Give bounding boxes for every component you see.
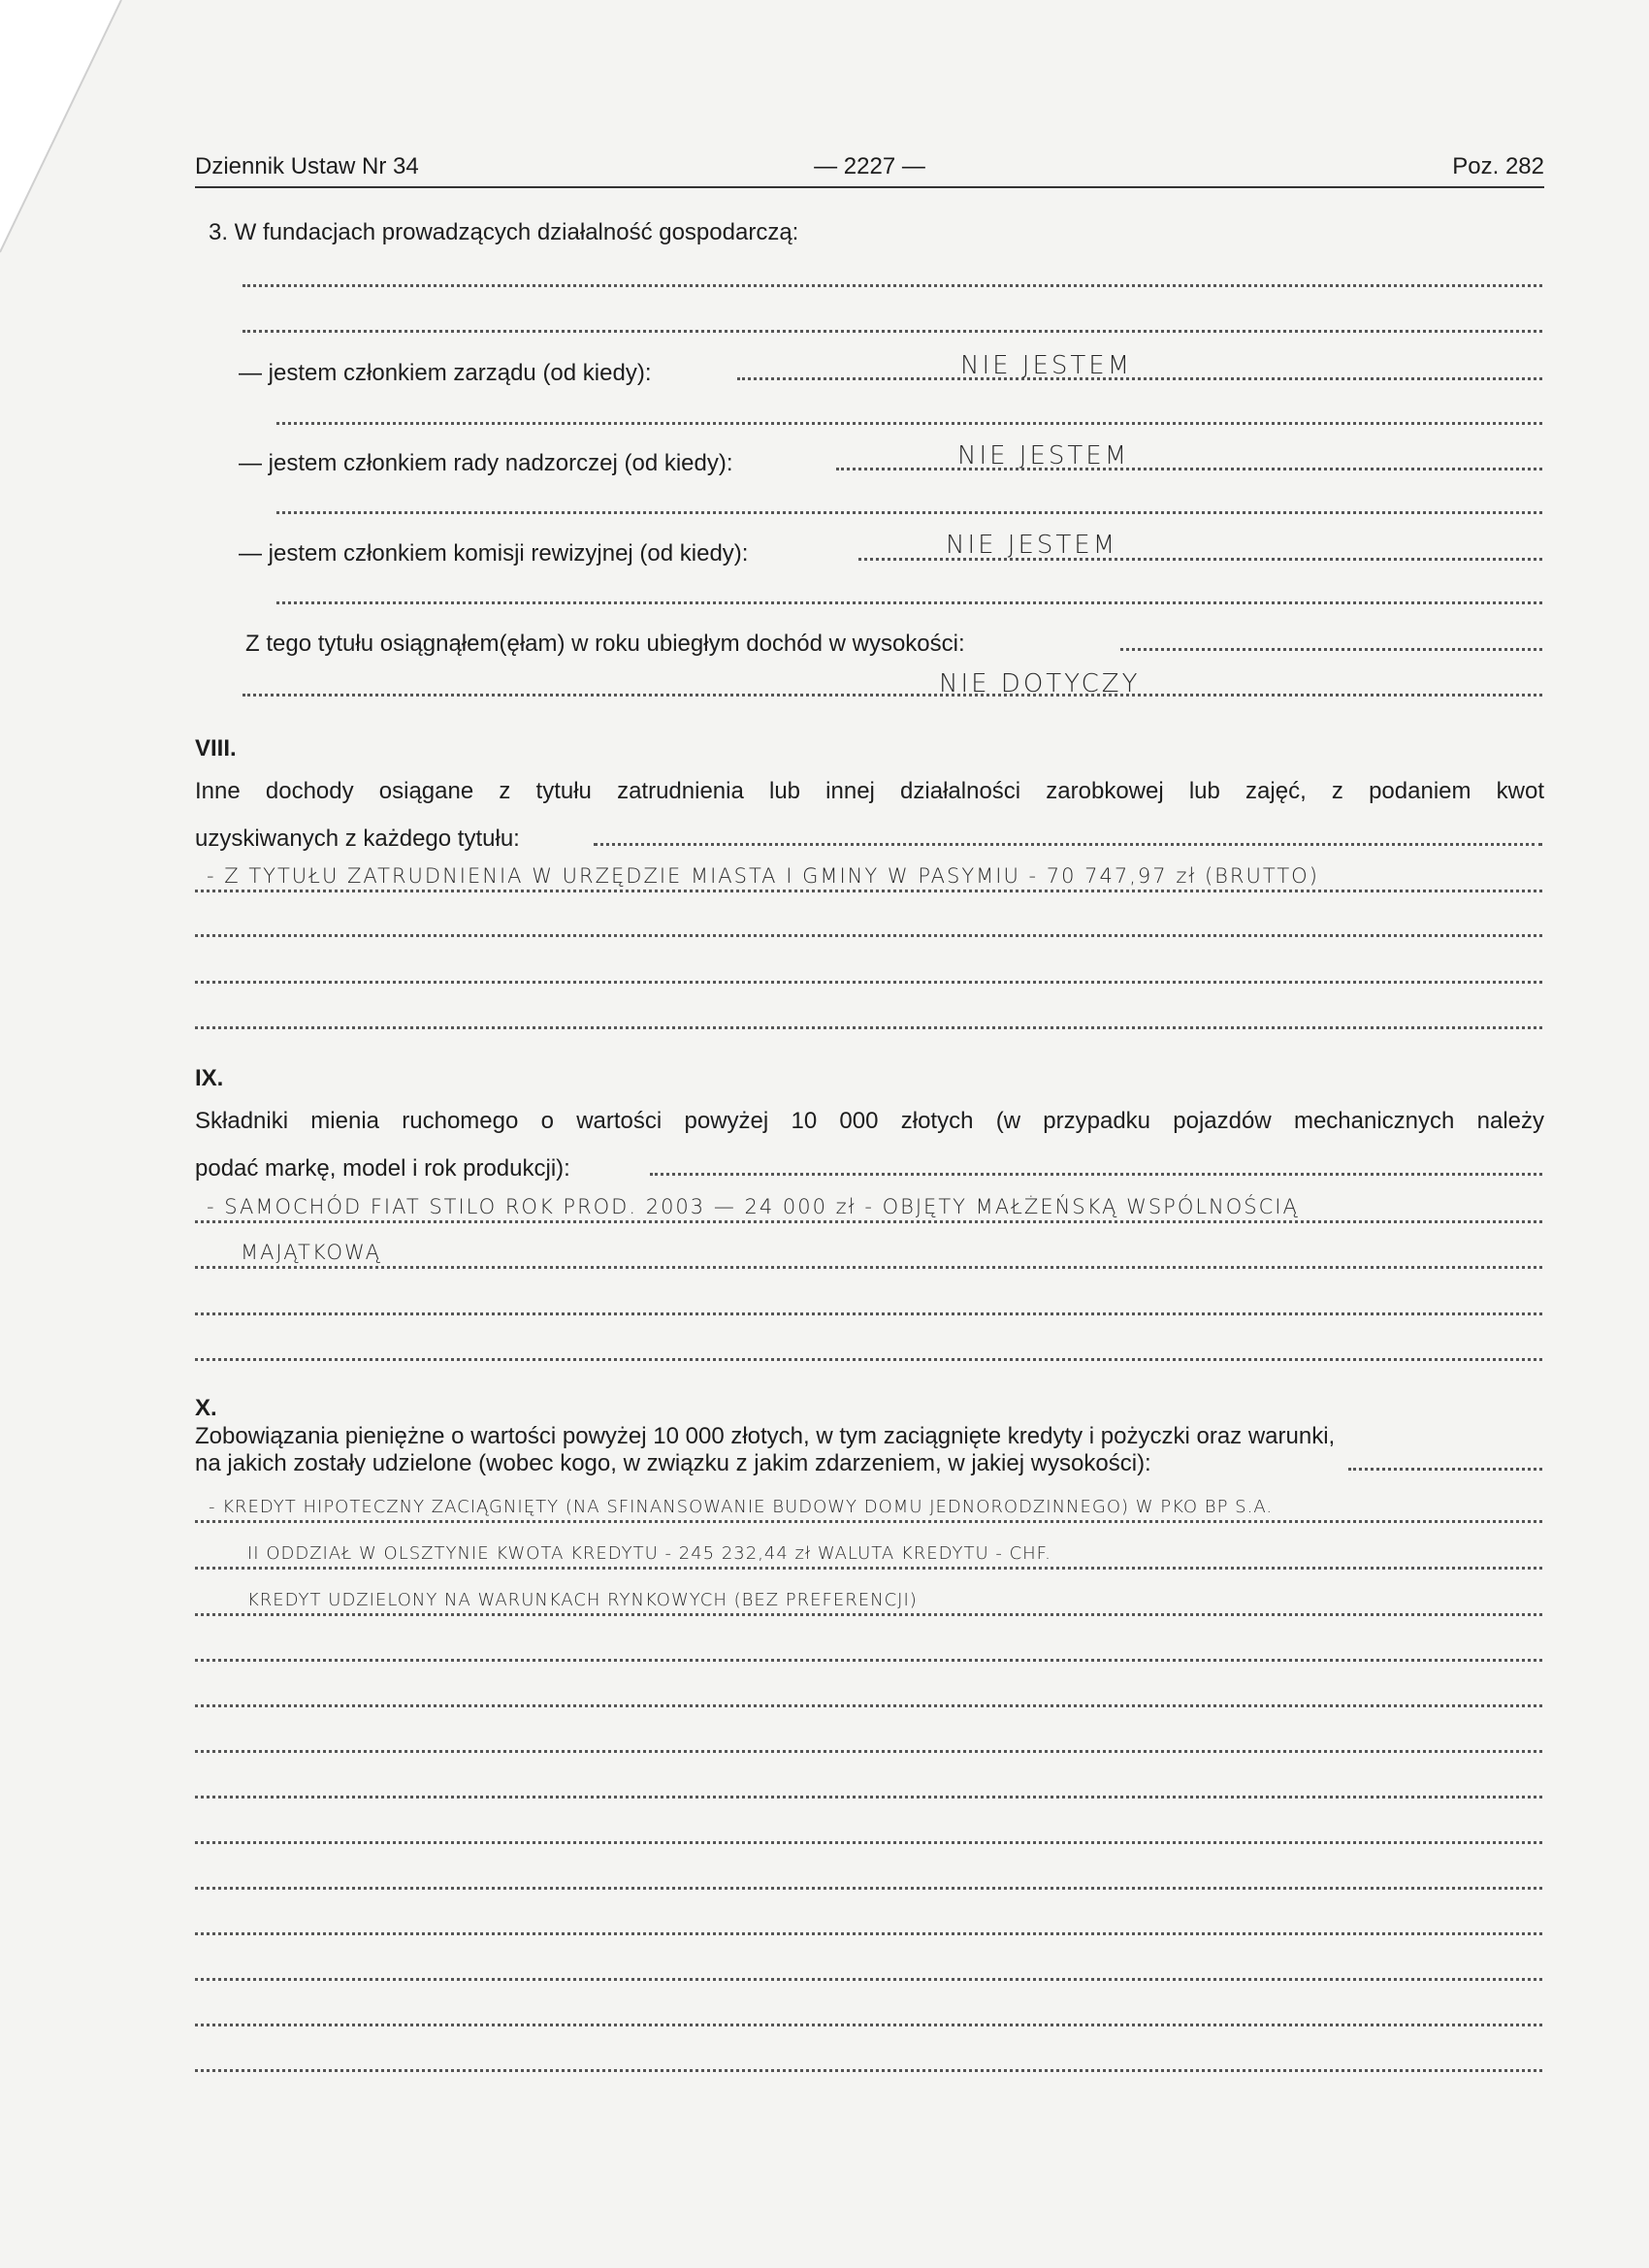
section-8-description-line-1: Inne dochody osiągane z tytułu zatrudnienia lub innej działalności zarobkowej lub zajęć, z podaniem kwot	[195, 778, 1544, 804]
dotted-line	[195, 1978, 1542, 1981]
dotted-line	[195, 1932, 1542, 1935]
page-number: — 2227 —	[814, 153, 925, 179]
movable-property-answer-line-1: - SAMOCHÓD FIAT STILO ROK PROD. 2003 — 24 000 zł - OBJĘTY MAŁŻEŃSKĄ WSPÓLNOŚCIĄ	[207, 1195, 1299, 1218]
dotted-line	[195, 1312, 1542, 1315]
section-9-description-line-2: podać markę, model i rok produkcji):	[195, 1155, 570, 1182]
dotted-line	[195, 1026, 1542, 1029]
section-9-description-line-1: Składniki mienia ruchomego o wartości powyżej 10 000 złotych (w przypadku pojazdów mechanicznych należy	[195, 1108, 1544, 1134]
liabilities-answer-line-2: II ODDZIAŁ W OLSZTYNIE KWOTA KREDYTU - 245 232,44 zł WALUTA KREDYTU - CHF.	[247, 1543, 1051, 1564]
income-answer: NIE DOTYCZY	[939, 669, 1141, 698]
board-member-label: — jestem członkiem zarządu (od kiedy):	[239, 360, 652, 386]
section-10-description-line-1: Zobowiązania pieniężne o wartości powyżej 10 000 złotych, w tym zaciągnięte kredyty i pożyczki oraz warunki,	[195, 1423, 1336, 1449]
audit-committee-label: — jestem członkiem komisji rewizyjnej (od kiedy):	[239, 540, 749, 567]
section-3-title: 3. W fundacjach prowadzących działalność gospodarczą:	[209, 219, 799, 245]
board-member-answer: NIE JESTEM	[960, 351, 1133, 380]
dotted-line	[1348, 1468, 1542, 1471]
dotted-line	[276, 601, 1542, 604]
dotted-line	[195, 1659, 1542, 1662]
audit-committee-answer: NIE JESTEM	[946, 531, 1118, 560]
dotted-line	[195, 1704, 1542, 1707]
dotted-line	[242, 694, 1542, 697]
dotted-line	[650, 1173, 1542, 1176]
journal-title: Dziennik Ustaw Nr 34	[195, 153, 419, 179]
dotted-line	[195, 1266, 1542, 1269]
dotted-line	[195, 981, 1542, 984]
dotted-line	[276, 422, 1542, 425]
dotted-line	[242, 284, 1542, 287]
section-10-numeral: X.	[195, 1395, 217, 1421]
liabilities-answer-line-3: KREDYT UDZIELONY NA WARUNKACH RYNKOWYCH (BEZ PREFERENCJI)	[247, 1590, 918, 1610]
section-10-description-line-2: na jakich zostały udzielone (wobec kogo, w związku z jakim zdarzeniem, w jakiej wysokości):	[195, 1450, 1151, 1476]
dotted-line	[276, 511, 1542, 514]
dotted-line	[195, 1750, 1542, 1753]
other-income-answer: - Z TYTUŁU ZATRUDNIENIA W URZĘDZIE MIASTA I GMINY W PASYMIU - 70 747,97 zł (BRUTTO)	[207, 864, 1319, 888]
income-label: Z tego tytułu osiągnąłem(ęłam) w roku ubiegłym dochód w wysokości:	[245, 631, 965, 657]
section-8-description-line-2: uzyskiwanych z każdego tytułu:	[195, 826, 520, 852]
supervisory-board-answer: NIE JESTEM	[957, 441, 1130, 470]
dotted-line	[594, 843, 1542, 846]
dotted-line	[195, 2069, 1542, 2072]
page-header	[195, 151, 1544, 188]
movable-property-answer-line-2: MAJĄTKOWĄ	[241, 1241, 382, 1264]
dotted-line	[242, 330, 1542, 333]
section-9-numeral: IX.	[195, 1065, 224, 1091]
dotted-line	[836, 468, 1542, 470]
liabilities-answer-line-1: - KREDYT HIPOTECZNY ZACIĄGNIĘTY (NA SFINANSOWANIE BUDOWY DOMU JEDNORODZINNEGO) W PKO BP S.A.	[209, 1497, 1274, 1517]
dotted-line	[195, 1796, 1542, 1798]
dotted-line	[195, 1887, 1542, 1890]
supervisory-board-label: — jestem członkiem rady nadzorczej (od kiedy):	[239, 450, 733, 476]
dotted-line	[1120, 648, 1542, 651]
dotted-line	[195, 1841, 1542, 1844]
position-number: Poz. 282	[1452, 153, 1544, 179]
dotted-line	[195, 2024, 1542, 2026]
dotted-line	[737, 377, 1542, 380]
dotted-line	[195, 1358, 1542, 1361]
dotted-line	[195, 934, 1542, 937]
section-8-numeral: VIII.	[195, 735, 237, 761]
